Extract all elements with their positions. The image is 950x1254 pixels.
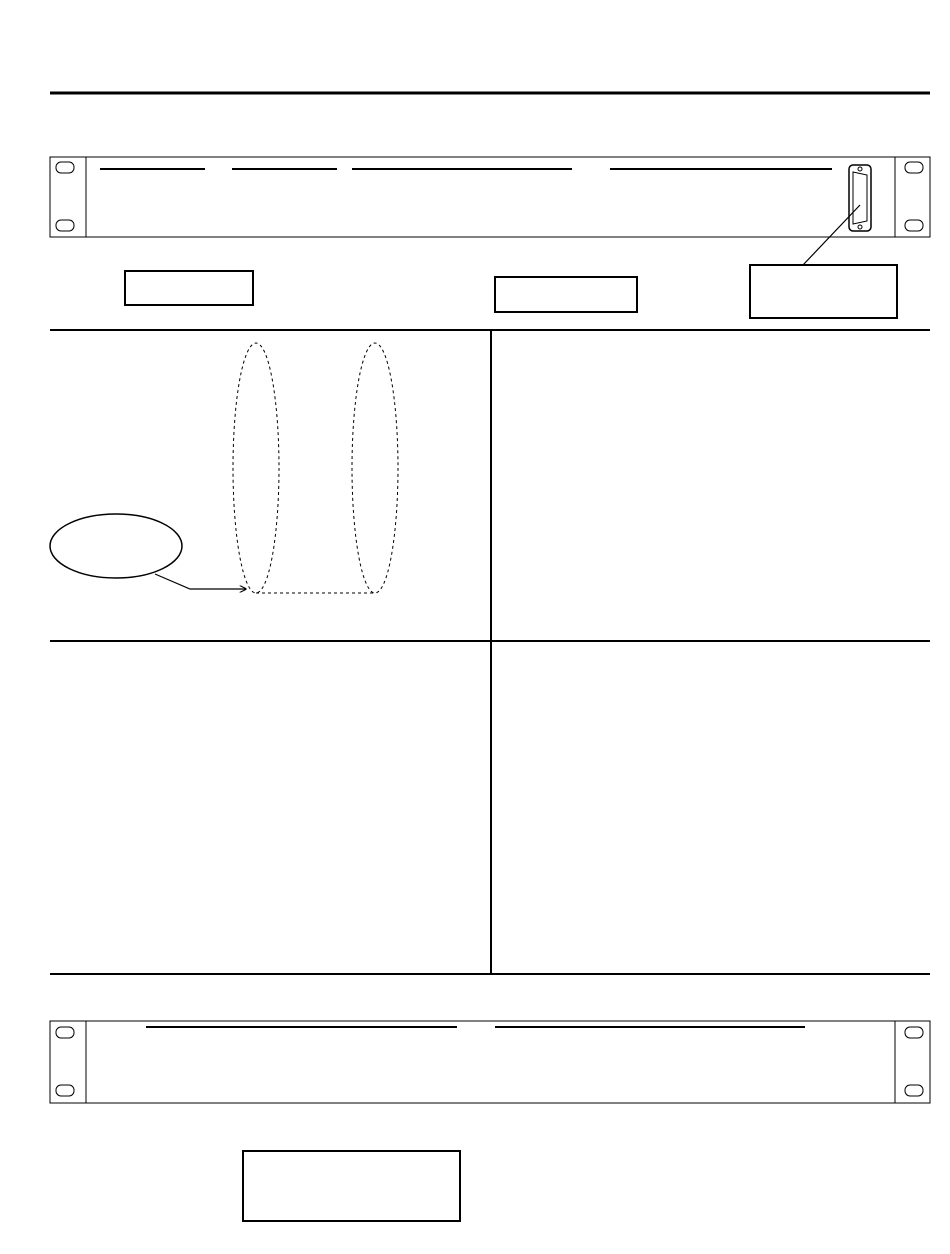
front-panel-chassis (50, 1021, 930, 1103)
expansion-callout-box (750, 265, 897, 318)
shield-callout-bubble (50, 514, 182, 578)
male-outputs-callout-box (495, 277, 637, 312)
female-inputs-callout-box (125, 271, 253, 305)
faders-callout-box (243, 1151, 460, 1221)
expansion-db15-connector (849, 165, 871, 231)
cable-bundle-outline-left (233, 343, 279, 593)
cable-bundle-outline-right (352, 343, 398, 593)
shield-callout-pointer (155, 574, 246, 589)
cable-wiring-diagram (50, 343, 398, 593)
front-panel (50, 1021, 930, 1221)
rear-panel (50, 157, 930, 318)
